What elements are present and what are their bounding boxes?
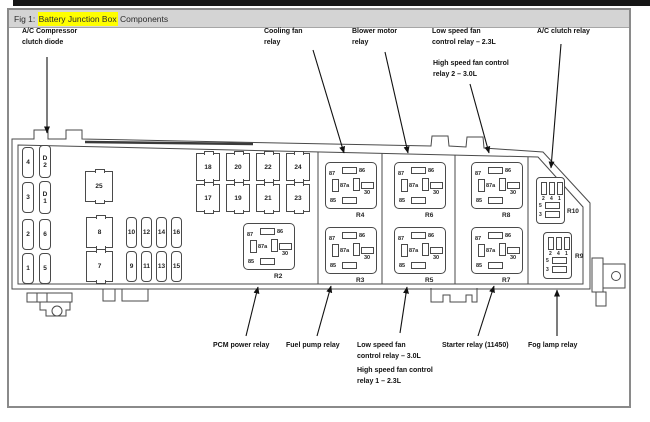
- fuse-13: 13: [156, 251, 167, 282]
- callout-ac-clutch-relay: [537, 26, 590, 37]
- fuse-3: 3: [22, 182, 34, 213]
- pin-3-label: 3: [546, 267, 549, 273]
- socket-terminal: [541, 182, 547, 195]
- figure-title-suffix: Components: [117, 14, 169, 24]
- pin-85-label: 85: [476, 198, 483, 204]
- pin-87a-label: 87a: [340, 183, 350, 189]
- relay-r6-name: R6: [425, 212, 434, 219]
- relay-r2-name: R2: [274, 273, 283, 280]
- pin-5-terminal: [545, 202, 560, 209]
- pin-87-terminal: [478, 244, 485, 257]
- callout-line: High speed fan control: [433, 60, 509, 67]
- pin-5-label: 5: [539, 203, 542, 209]
- fuse-17: 17: [196, 184, 220, 212]
- pin-87-terminal: [332, 179, 339, 192]
- relay-r4-name: R4: [356, 212, 365, 219]
- arrow-fuel-pump-relay: [317, 286, 331, 336]
- callout-line: relay: [352, 39, 369, 46]
- bottom-notch: [103, 289, 115, 301]
- relay-r5-name: R5: [425, 277, 434, 284]
- pin-87a-terminal: [271, 239, 278, 252]
- callout-line: Low speed fan: [432, 28, 481, 35]
- pin-85-label: 85: [476, 263, 483, 269]
- pin-86-label: 86: [277, 229, 284, 235]
- arrow-pcm-power-relay: [246, 287, 258, 336]
- pin-4-label: 4: [557, 251, 560, 257]
- pin-86-terminal: [411, 232, 426, 239]
- callout-low-speed-fan-control-relay-2-3l: [432, 26, 496, 48]
- diode-d2: [39, 145, 51, 178]
- relay-r7: [471, 227, 523, 274]
- pin-87a-label: 87a: [340, 248, 350, 254]
- relay-r4: [325, 162, 377, 209]
- callout-cooling-fan-relay: [264, 26, 303, 48]
- fuse-1: 1: [22, 253, 34, 284]
- socket-terminal: [549, 182, 555, 195]
- pin-85-terminal: [488, 197, 503, 204]
- fuse-15: 15: [171, 251, 182, 282]
- relay-r9: [543, 232, 572, 279]
- callout-line: Fog lamp relay: [528, 342, 578, 349]
- callout-line: Blower motor: [352, 28, 398, 35]
- pin-85-label: 85: [399, 263, 406, 269]
- pin-85-label: 85: [330, 263, 337, 269]
- arrow-ac-clutch-relay: [551, 44, 561, 168]
- arrow-fan-control-relay-top: [470, 84, 489, 153]
- pin-86-label: 86: [428, 233, 435, 239]
- fuse-21: 21: [256, 184, 280, 212]
- callout-starter-relay: [442, 340, 509, 351]
- pin-87a-terminal: [353, 243, 360, 256]
- pin-87-label: 87: [247, 232, 254, 238]
- pin-86-terminal: [260, 228, 275, 235]
- pin-30-terminal: [361, 182, 374, 189]
- pin-87a-terminal: [353, 178, 360, 191]
- fuse-16: 16: [171, 217, 182, 248]
- pin-30-terminal: [361, 247, 374, 254]
- relay-r3: [325, 227, 377, 274]
- pin-87a-label: 87a: [486, 248, 496, 254]
- pin-87-terminal: [401, 179, 408, 192]
- pin-3-terminal: [552, 266, 567, 273]
- relay-r8: [471, 162, 523, 209]
- figure-title-highlight: Battery Junction Box: [38, 14, 117, 24]
- pin-85-terminal: [342, 197, 357, 204]
- pin-30-terminal: [279, 243, 292, 250]
- callout-line: control relay – 2.3L: [432, 39, 496, 46]
- pin-86-terminal: [411, 167, 426, 174]
- pin-86-label: 86: [359, 168, 366, 174]
- fuse-19: 19: [226, 184, 250, 212]
- callout-line: relay: [264, 39, 281, 46]
- pin-30-label: 30: [510, 190, 517, 196]
- pin-2-label: 2: [549, 251, 552, 257]
- pin-87-label: 87: [475, 171, 482, 177]
- bottom-notch: [431, 288, 477, 302]
- pin-85-label: 85: [399, 198, 406, 204]
- pin-85-terminal: [411, 197, 426, 204]
- callout-line: Cooling fan: [264, 28, 303, 35]
- pin-86-label: 86: [505, 168, 512, 174]
- fuse-9: 9: [126, 251, 137, 282]
- pin-87a-label: 87a: [409, 183, 419, 189]
- relay-r2: [243, 223, 295, 270]
- pin-3-label: 3: [539, 212, 542, 218]
- pin-30-label: 30: [282, 251, 289, 257]
- relay-r9-name: R9: [575, 253, 584, 260]
- pin-30-label: 30: [364, 255, 371, 261]
- callout-line: Starter relay (11450): [442, 342, 509, 349]
- fuse-11: 11: [141, 251, 152, 282]
- callout-line: relay 2 – 3.0L: [433, 71, 477, 78]
- callout-line: Fuel pump relay: [286, 342, 340, 349]
- callout-high-speed-fan-control-relay-1: [357, 365, 433, 387]
- relay-r6: [394, 162, 446, 209]
- relay-r8-name: R8: [502, 212, 511, 219]
- pin-87-label: 87: [329, 171, 336, 177]
- pin-86-terminal: [342, 167, 357, 174]
- pin-30-terminal: [507, 247, 520, 254]
- pin-85-label: 85: [248, 259, 255, 265]
- relay-r10-name: R10: [567, 208, 579, 215]
- pin-87a-terminal: [422, 243, 429, 256]
- fuse-2: 2: [22, 219, 34, 250]
- callout-low-speed-fan-control-relay-3-0l: [357, 340, 421, 362]
- relay-r10: [536, 177, 565, 224]
- pin-87a-terminal: [499, 178, 506, 191]
- pin-87-label: 87: [398, 171, 405, 177]
- pin-30-terminal: [430, 182, 443, 189]
- fuse-10: 10: [126, 217, 137, 248]
- callout-line: A/C Compressor: [22, 28, 78, 35]
- pin-30-label: 30: [433, 255, 440, 261]
- fuse-14: 14: [156, 217, 167, 248]
- pin-86-label: 86: [505, 233, 512, 239]
- pin-1-label: 1: [558, 196, 561, 202]
- relay-r5: [394, 227, 446, 274]
- arrow-starter-relay: [478, 286, 494, 336]
- pin-85-terminal: [260, 258, 275, 265]
- pin-30-terminal: [430, 247, 443, 254]
- pin-86-terminal: [342, 232, 357, 239]
- bottom-notch: [122, 289, 148, 301]
- pin-85-terminal: [342, 262, 357, 269]
- pin-87-label: 87: [398, 236, 405, 242]
- arrow-blower-motor-relay: [385, 52, 408, 153]
- fuse-7: 7: [86, 251, 113, 282]
- callout-fog-lamp-relay: [528, 340, 577, 351]
- socket-terminal: [556, 237, 562, 250]
- fuse-12: 12: [141, 217, 152, 248]
- callout-line: clutch diode: [22, 39, 64, 46]
- pin-87-terminal: [478, 179, 485, 192]
- pin-3-terminal: [545, 211, 560, 218]
- socket-terminal: [557, 182, 563, 195]
- fuse-24: 24: [286, 153, 310, 181]
- callout-line: PCM power relay: [213, 342, 270, 349]
- fuse-20: 20: [226, 153, 250, 181]
- pin-87-label: 87: [329, 236, 336, 242]
- arrow-cooling-fan-relay: [313, 50, 344, 153]
- diode-d1-letter: D: [42, 190, 48, 198]
- callout-pcm-power-relay: [213, 340, 269, 351]
- callout-line: relay 1 – 2.3L: [357, 378, 401, 385]
- pin-87a-label: 87a: [409, 248, 419, 254]
- pin-87-terminal: [250, 240, 257, 253]
- pin-87-terminal: [401, 244, 408, 257]
- relay-r3-name: R3: [356, 277, 365, 284]
- pin-30-label: 30: [433, 190, 440, 196]
- pin-5-terminal: [552, 257, 567, 264]
- pin-87-terminal: [332, 244, 339, 257]
- arrow-fan-control-relay-bottom: [400, 287, 407, 333]
- pin-30-label: 30: [364, 190, 371, 196]
- fuse-4: 4: [22, 147, 34, 178]
- callout-line: High speed fan control: [357, 367, 433, 374]
- pin-30-label: 30: [510, 255, 517, 261]
- pin-87a-terminal: [499, 243, 506, 256]
- diode-d2-number: 2: [43, 161, 47, 169]
- pin-86-label: 86: [428, 168, 435, 174]
- fuse-25: 25: [85, 171, 113, 202]
- pin-86-label: 86: [359, 233, 366, 239]
- pin-86-terminal: [488, 232, 503, 239]
- callout-line: control relay – 3.0L: [357, 353, 421, 360]
- pin-2-label: 2: [542, 196, 545, 202]
- fuse-23: 23: [286, 184, 310, 212]
- fuse-5: 5: [39, 253, 51, 284]
- socket-terminal: [548, 237, 554, 250]
- callout-ac-compressor-clutch-diode: [22, 26, 77, 48]
- pin-5-label: 5: [546, 258, 549, 264]
- pin-1-label: 1: [565, 251, 568, 257]
- socket-terminal: [564, 237, 570, 250]
- pin-85-terminal: [488, 262, 503, 269]
- callout-high-speed-fan-control-relay-2: [433, 58, 509, 80]
- pin-85-label: 85: [330, 198, 337, 204]
- callout-line: A/C clutch relay: [537, 28, 590, 35]
- fuse-8: 8: [86, 217, 113, 248]
- pin-85-terminal: [411, 262, 426, 269]
- pin-87a-terminal: [422, 178, 429, 191]
- pin-87a-label: 87a: [486, 183, 496, 189]
- pin-30-terminal: [507, 182, 520, 189]
- callout-fuel-pump-relay: [286, 340, 340, 351]
- diode-d2-letter: D: [42, 154, 48, 162]
- mounting-bracket-right: [592, 258, 625, 306]
- pin-86-terminal: [488, 167, 503, 174]
- fuse-18: 18: [196, 153, 220, 181]
- mounting-bracket-left: [27, 293, 72, 316]
- diode-d1: [39, 181, 51, 214]
- relay-r7-name: R7: [502, 277, 511, 284]
- pin-4-label: 4: [550, 196, 553, 202]
- fuse-22: 22: [256, 153, 280, 181]
- diode-d1-number: 1: [43, 197, 47, 205]
- pin-87a-label: 87a: [258, 244, 268, 250]
- callout-line: Low speed fan: [357, 342, 406, 349]
- pin-87-label: 87: [475, 236, 482, 242]
- callout-blower-motor-relay: [352, 26, 397, 48]
- fuse-6: 6: [39, 219, 51, 250]
- figure-title-prefix: Fig 1:: [14, 14, 38, 24]
